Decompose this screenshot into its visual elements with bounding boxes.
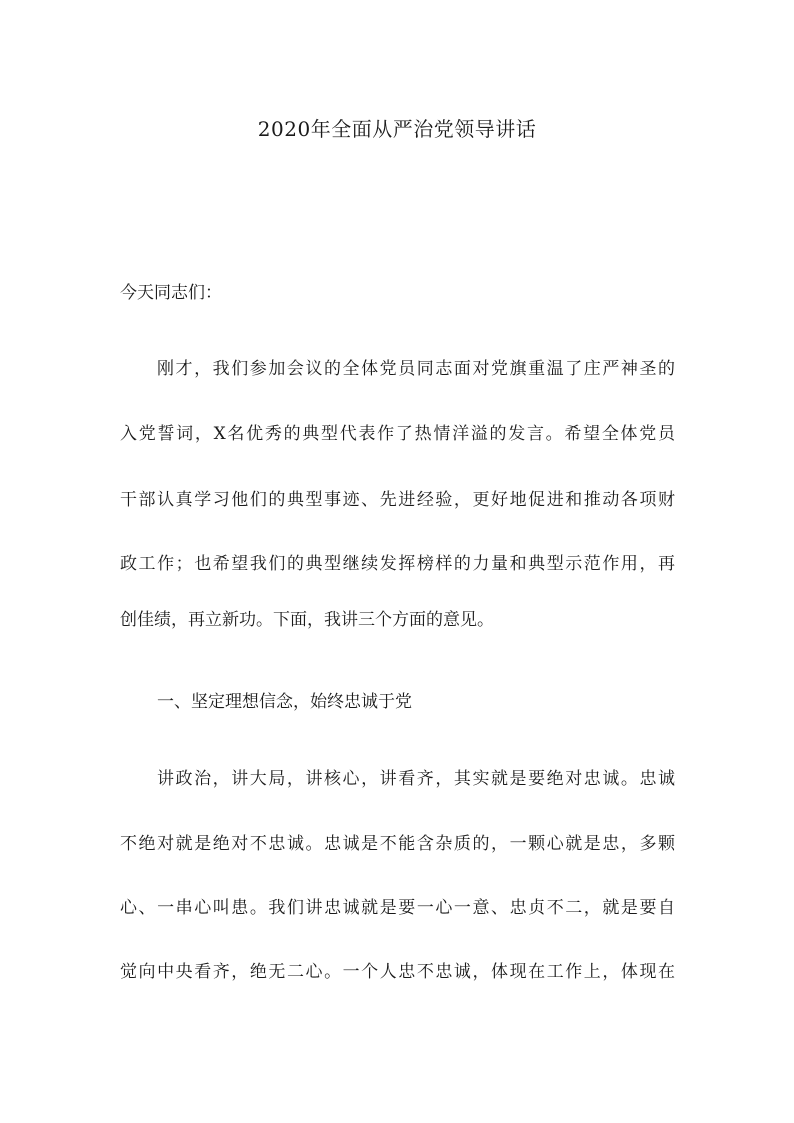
paragraph-line: 创佳绩，再立新功。下面，我讲三个方面的意见。 [120, 610, 494, 630]
paragraph-line: 觉向中央看齐，绝无二心。一个人忠不忠诚，体现在工作上，体现在 [120, 962, 675, 982]
paragraph-line: 政工作；也希望我们的典型继续发挥榜样的力量和典型示范作用，再 [120, 554, 675, 574]
salutation: 今天同志们： [120, 283, 222, 303]
paragraph-line: 心、一串心叫患。我们讲忠诚就是要一心一意、忠贞不二，就是要自 [120, 898, 675, 918]
paragraph-line: 不绝对就是绝对不忠诚。忠诚是不能含杂质的，一颗心就是忠，多颗 [120, 834, 675, 854]
paragraph-line: 刚才，我们参加会议的全体党员同志面对党旗重温了庄严神圣的 [157, 359, 675, 379]
document-title: 2020年全面从严治党领导讲话 [257, 117, 537, 141]
paragraph-line: 入党誓词，X名优秀的典型代表作了热情洋溢的发言。希望全体党员 [120, 424, 675, 444]
section-heading: 一、坚定理想信念，始终忠诚于党 [157, 692, 412, 712]
paragraph-line: 讲政治，讲大局，讲核心，讲看齐，其实就是要绝对忠诚。忠诚 [157, 769, 675, 789]
paragraph-line: 干部认真学习他们的典型事迹、先进经验，更好地促进和推动各项财 [120, 490, 675, 510]
